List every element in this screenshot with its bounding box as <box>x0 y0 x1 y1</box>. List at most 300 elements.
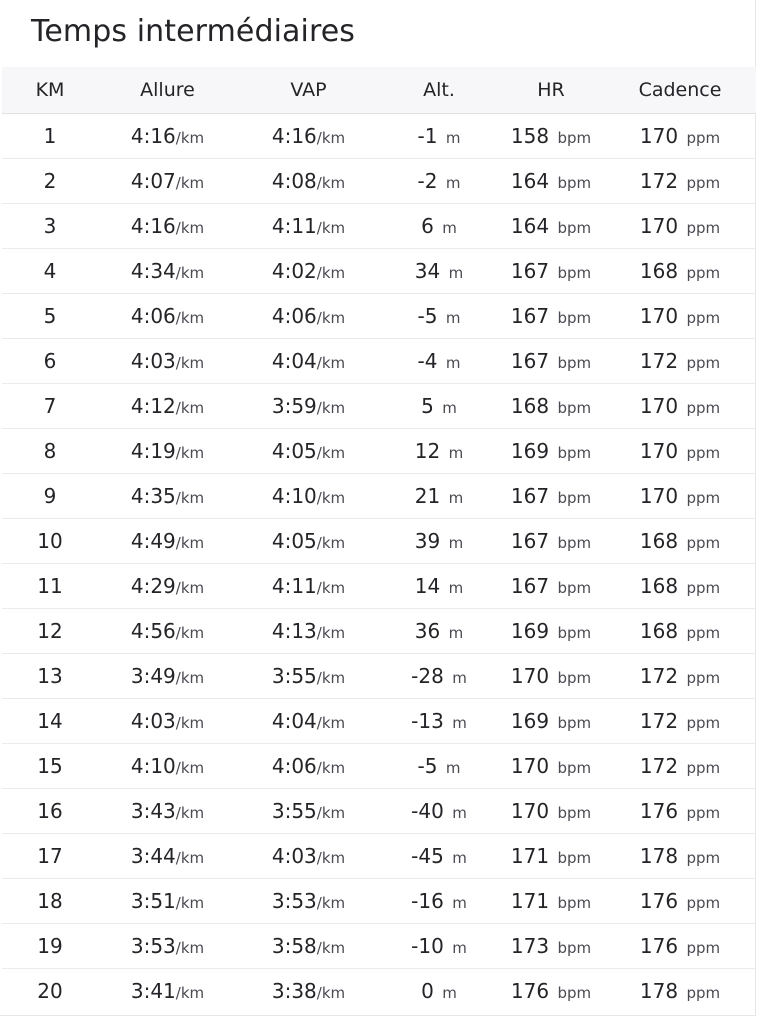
pace-unit: /km <box>175 714 205 732</box>
pace-value: 4:16 <box>130 214 176 238</box>
pace-value: 4:34 <box>130 259 176 283</box>
cadence-unit: ppm <box>686 489 721 507</box>
pace-unit: /km <box>175 354 205 372</box>
heart-rate-value: 167 <box>510 529 550 553</box>
cadence-value: 168 <box>639 619 679 643</box>
km-cell <box>2 879 98 924</box>
heart-rate-cell <box>498 474 604 519</box>
gap-cell <box>237 744 380 789</box>
cadence-unit: ppm <box>686 849 721 867</box>
cadence-unit: ppm <box>686 939 721 957</box>
km-value: 20 <box>37 979 63 1003</box>
gap-value: 3:38 <box>271 979 317 1003</box>
pace-cell <box>98 294 237 339</box>
heart-rate-value: 170 <box>510 754 550 778</box>
heart-rate-unit: bpm <box>557 129 592 147</box>
gap-cell <box>237 879 380 924</box>
heart-rate-cell <box>498 339 604 384</box>
pace-value: 3:43 <box>130 799 176 823</box>
cadence-cell <box>604 834 756 879</box>
pace-value: 4:49 <box>130 529 176 553</box>
heart-rate-unit: bpm <box>557 624 592 642</box>
elevation-cell <box>380 744 498 789</box>
pace-value: 4:16 <box>130 124 176 148</box>
heart-rate-unit: bpm <box>557 219 592 237</box>
km-value: 11 <box>37 574 63 598</box>
gap-cell <box>237 159 380 204</box>
splits-table <box>2 67 756 1013</box>
cadence-value: 172 <box>639 709 679 733</box>
gap-cell <box>237 294 380 339</box>
elevation-cell <box>380 159 498 204</box>
heart-rate-cell <box>498 969 604 1014</box>
cadence-unit: ppm <box>686 399 721 417</box>
elevation-value: -1 <box>417 124 438 148</box>
cadence-unit: ppm <box>686 579 721 597</box>
km-cell <box>2 474 98 519</box>
elevation-value: -4 <box>417 349 438 373</box>
table-row <box>2 204 756 249</box>
heart-rate-unit: bpm <box>557 669 592 687</box>
pace-cell <box>98 159 237 204</box>
km-value: 15 <box>37 754 63 778</box>
column-header-elevation: Alt. <box>380 67 498 114</box>
cadence-cell <box>604 384 756 429</box>
elevation-value: -16 <box>411 889 444 913</box>
gap-value: 3:55 <box>271 799 317 823</box>
table-row <box>2 339 756 384</box>
gap-unit: /km <box>316 174 346 192</box>
heart-rate-unit: bpm <box>557 399 592 417</box>
heart-rate-cell <box>498 159 604 204</box>
gap-value: 4:03 <box>271 844 317 868</box>
elevation-cell <box>380 699 498 744</box>
elevation-cell <box>380 924 498 969</box>
pace-unit: /km <box>175 399 205 417</box>
gap-unit: /km <box>316 714 346 732</box>
heart-rate-cell <box>498 834 604 879</box>
elevation-cell <box>380 204 498 249</box>
pace-unit: /km <box>175 309 205 327</box>
heart-rate-cell <box>498 924 604 969</box>
gap-cell <box>237 249 380 294</box>
km-cell <box>2 204 98 249</box>
cadence-value: 168 <box>639 259 679 283</box>
heart-rate-value: 169 <box>510 619 550 643</box>
elevation-unit: m <box>452 804 467 822</box>
elevation-unit: m <box>448 489 464 507</box>
table-row <box>2 924 756 969</box>
heart-rate-unit: bpm <box>557 174 592 192</box>
pace-cell <box>98 429 237 474</box>
gap-value: 3:55 <box>271 664 317 688</box>
pace-cell <box>98 789 237 834</box>
km-value: 1 <box>43 124 57 148</box>
heart-rate-unit: bpm <box>557 714 592 732</box>
gap-cell <box>237 474 380 519</box>
elevation-unit: m <box>448 624 464 642</box>
gap-unit: /km <box>316 219 346 237</box>
table-row <box>2 699 756 744</box>
km-value: 3 <box>43 214 57 238</box>
pace-value: 4:10 <box>130 754 176 778</box>
gap-unit: /km <box>316 939 346 957</box>
heart-rate-value: 168 <box>510 394 550 418</box>
heart-rate-unit: bpm <box>557 264 592 282</box>
cadence-unit: ppm <box>686 264 721 282</box>
km-value: 9 <box>43 484 57 508</box>
heart-rate-cell <box>498 789 604 834</box>
km-cell <box>2 924 98 969</box>
pace-value: 3:51 <box>130 889 176 913</box>
elevation-cell <box>380 834 498 879</box>
heart-rate-value: 169 <box>510 439 550 463</box>
elevation-value: -28 <box>411 664 444 688</box>
heart-rate-value: 170 <box>510 799 550 823</box>
cadence-cell <box>604 294 756 339</box>
pace-cell <box>98 609 237 654</box>
gap-value: 4:11 <box>271 574 317 598</box>
heart-rate-cell <box>498 609 604 654</box>
pace-unit: /km <box>175 489 205 507</box>
pace-unit: /km <box>175 984 205 1002</box>
heart-rate-unit: bpm <box>557 444 592 462</box>
heart-rate-value: 167 <box>510 349 550 373</box>
pace-unit: /km <box>175 894 205 912</box>
gap-unit: /km <box>316 444 346 462</box>
elevation-unit: m <box>445 759 461 777</box>
elevation-unit: m <box>445 309 461 327</box>
pace-value: 4:07 <box>130 169 176 193</box>
km-value: 16 <box>37 799 63 823</box>
heart-rate-unit: bpm <box>557 984 592 1002</box>
cadence-cell <box>604 744 756 789</box>
heart-rate-value: 167 <box>510 259 550 283</box>
cadence-value: 170 <box>639 304 679 328</box>
heart-rate-cell <box>498 519 604 564</box>
gap-value: 3:59 <box>271 394 317 418</box>
gap-unit: /km <box>316 579 346 597</box>
gap-value: 4:08 <box>271 169 317 193</box>
gap-unit: /km <box>316 264 346 282</box>
elevation-unit: m <box>442 219 457 237</box>
gap-unit: /km <box>316 309 346 327</box>
elevation-unit: m <box>445 174 461 192</box>
gap-unit: /km <box>316 354 346 372</box>
elevation-cell <box>380 249 498 294</box>
cadence-value: 176 <box>639 934 679 958</box>
heart-rate-value: 170 <box>510 664 550 688</box>
elevation-unit: m <box>452 714 467 732</box>
elevation-value: 6 <box>421 214 434 238</box>
gap-value: 4:04 <box>271 349 317 373</box>
gap-value: 3:53 <box>271 889 317 913</box>
pace-value: 4:19 <box>130 439 176 463</box>
cadence-value: 178 <box>639 844 679 868</box>
gap-cell <box>237 789 380 834</box>
pace-unit: /km <box>175 849 205 867</box>
heart-rate-value: 164 <box>510 169 550 193</box>
heart-rate-value: 171 <box>510 889 550 913</box>
pace-value: 3:41 <box>130 979 176 1003</box>
cadence-cell <box>604 699 756 744</box>
cadence-cell <box>604 339 756 384</box>
gap-unit: /km <box>316 624 346 642</box>
pace-unit: /km <box>175 759 205 777</box>
pace-unit: /km <box>175 264 205 282</box>
km-cell <box>2 969 98 1014</box>
elevation-value: 21 <box>414 484 441 508</box>
elevation-value: -40 <box>411 799 444 823</box>
pace-unit: /km <box>175 129 205 147</box>
table-row <box>2 294 756 339</box>
pace-cell <box>98 249 237 294</box>
pace-cell <box>98 699 237 744</box>
km-cell <box>2 339 98 384</box>
pace-cell <box>98 969 237 1014</box>
heart-rate-unit: bpm <box>557 489 592 507</box>
gap-unit: /km <box>316 894 346 912</box>
cadence-value: 170 <box>639 484 679 508</box>
gap-cell <box>237 609 380 654</box>
pace-cell <box>98 924 237 969</box>
km-value: 7 <box>43 394 57 418</box>
gap-unit: /km <box>316 984 346 1002</box>
cadence-value: 172 <box>639 664 679 688</box>
pace-value: 3:49 <box>130 664 176 688</box>
gap-unit: /km <box>316 489 346 507</box>
km-value: 2 <box>43 169 57 193</box>
elevation-unit: m <box>452 849 467 867</box>
elevation-cell <box>380 294 498 339</box>
heart-rate-value: 173 <box>510 934 550 958</box>
gap-unit: /km <box>316 534 346 552</box>
heart-rate-unit: bpm <box>557 534 592 552</box>
km-cell <box>2 609 98 654</box>
km-value: 18 <box>37 889 63 913</box>
cadence-value: 176 <box>639 799 679 823</box>
gap-unit: /km <box>316 669 346 687</box>
pace-unit: /km <box>175 444 205 462</box>
gap-cell <box>237 654 380 699</box>
heart-rate-value: 167 <box>510 304 550 328</box>
splits-table-body <box>2 114 756 1014</box>
heart-rate-unit: bpm <box>557 939 592 957</box>
elevation-value: 39 <box>414 529 441 553</box>
gap-unit: /km <box>316 849 346 867</box>
cadence-value: 176 <box>639 889 679 913</box>
elevation-unit: m <box>448 444 464 462</box>
pace-value: 4:06 <box>130 304 176 328</box>
pace-unit: /km <box>175 174 205 192</box>
pace-value: 4:03 <box>130 709 176 733</box>
km-value: 6 <box>43 349 57 373</box>
splits-table-header <box>2 67 756 114</box>
heart-rate-cell <box>498 204 604 249</box>
km-value: 17 <box>37 844 63 868</box>
km-value: 10 <box>37 529 63 553</box>
cadence-value: 170 <box>639 439 679 463</box>
table-row <box>2 969 756 1014</box>
pace-cell <box>98 654 237 699</box>
km-value: 13 <box>37 664 63 688</box>
cadence-unit: ppm <box>686 624 721 642</box>
cadence-cell <box>604 789 756 834</box>
gap-unit: /km <box>316 129 346 147</box>
km-value: 5 <box>43 304 57 328</box>
pace-value: 4:29 <box>130 574 176 598</box>
header-row <box>2 67 756 114</box>
cadence-unit: ppm <box>686 714 721 732</box>
cadence-cell <box>604 609 756 654</box>
cadence-unit: ppm <box>686 219 721 237</box>
table-row <box>2 744 756 789</box>
elevation-value: -2 <box>417 169 438 193</box>
elevation-cell <box>380 339 498 384</box>
cadence-value: 172 <box>639 349 679 373</box>
gap-cell <box>237 519 380 564</box>
elevation-value: -5 <box>417 304 438 328</box>
table-row <box>2 654 756 699</box>
heart-rate-value: 167 <box>510 484 550 508</box>
gap-value: 4:05 <box>271 439 317 463</box>
cadence-cell <box>604 474 756 519</box>
km-cell <box>2 294 98 339</box>
column-header-cadence: Cadence <box>604 67 756 114</box>
pace-unit: /km <box>175 624 205 642</box>
elevation-value: 36 <box>414 619 441 643</box>
pace-unit: /km <box>175 219 205 237</box>
cadence-value: 168 <box>639 574 679 598</box>
cadence-cell <box>604 519 756 564</box>
heart-rate-cell <box>498 699 604 744</box>
gap-value: 4:04 <box>271 709 317 733</box>
heart-rate-cell <box>498 429 604 474</box>
elevation-cell <box>380 114 498 159</box>
gap-value: 4:10 <box>271 484 317 508</box>
gap-cell <box>237 969 380 1014</box>
elevation-value: 12 <box>414 439 441 463</box>
heart-rate-cell <box>498 879 604 924</box>
gap-cell <box>237 339 380 384</box>
elevation-cell <box>380 609 498 654</box>
km-cell <box>2 744 98 789</box>
pace-cell <box>98 114 237 159</box>
gap-value: 4:11 <box>271 214 317 238</box>
table-row <box>2 789 756 834</box>
pace-value: 3:53 <box>130 934 176 958</box>
cadence-value: 168 <box>639 529 679 553</box>
gap-unit: /km <box>316 399 346 417</box>
cadence-unit: ppm <box>686 894 721 912</box>
elevation-cell <box>380 789 498 834</box>
pace-cell <box>98 339 237 384</box>
elevation-unit: m <box>452 669 467 687</box>
km-cell <box>2 834 98 879</box>
km-value: 12 <box>37 619 63 643</box>
pace-unit: /km <box>175 804 205 822</box>
elevation-unit: m <box>445 129 461 147</box>
elevation-cell <box>380 474 498 519</box>
elevation-unit: m <box>448 264 464 282</box>
gap-value: 4:06 <box>271 754 317 778</box>
gap-value: 4:05 <box>271 529 317 553</box>
heart-rate-unit: bpm <box>557 579 592 597</box>
heart-rate-unit: bpm <box>557 804 592 822</box>
elevation-value: -5 <box>417 754 438 778</box>
pace-unit: /km <box>175 534 205 552</box>
km-value: 19 <box>37 934 63 958</box>
elevation-cell <box>380 429 498 474</box>
cadence-unit: ppm <box>686 129 721 147</box>
column-header-pace: Allure <box>98 67 237 114</box>
cadence-cell <box>604 654 756 699</box>
cadence-cell <box>604 969 756 1014</box>
km-cell <box>2 114 98 159</box>
cadence-cell <box>604 429 756 474</box>
elevation-value: 5 <box>421 394 434 418</box>
heart-rate-value: 171 <box>510 844 550 868</box>
cadence-value: 172 <box>639 754 679 778</box>
elevation-cell <box>380 969 498 1014</box>
gap-unit: /km <box>316 804 346 822</box>
cadence-unit: ppm <box>686 444 721 462</box>
table-row <box>2 834 756 879</box>
heart-rate-value: 176 <box>510 979 550 1003</box>
gap-cell <box>237 114 380 159</box>
gap-cell <box>237 429 380 474</box>
heart-rate-unit: bpm <box>557 894 592 912</box>
heart-rate-cell <box>498 294 604 339</box>
heart-rate-cell <box>498 744 604 789</box>
pace-unit: /km <box>175 579 205 597</box>
pace-cell <box>98 474 237 519</box>
elevation-unit: m <box>442 399 457 417</box>
cadence-unit: ppm <box>686 309 721 327</box>
heart-rate-cell <box>498 564 604 609</box>
km-value: 8 <box>43 439 57 463</box>
pace-cell <box>98 519 237 564</box>
heart-rate-value: 167 <box>510 574 550 598</box>
elevation-unit: m <box>448 579 464 597</box>
km-cell <box>2 159 98 204</box>
table-row <box>2 609 756 654</box>
gap-value: 4:13 <box>271 619 317 643</box>
heart-rate-value: 164 <box>510 214 550 238</box>
column-header-heart-rate: HR <box>498 67 604 114</box>
cadence-unit: ppm <box>686 174 721 192</box>
km-cell <box>2 519 98 564</box>
pace-value: 4:35 <box>130 484 176 508</box>
table-row <box>2 384 756 429</box>
pace-unit: /km <box>175 669 205 687</box>
pace-cell <box>98 834 237 879</box>
cadence-cell <box>604 249 756 294</box>
heart-rate-value: 169 <box>510 709 550 733</box>
km-cell <box>2 249 98 294</box>
km-cell <box>2 699 98 744</box>
heart-rate-unit: bpm <box>557 759 592 777</box>
elevation-cell <box>380 519 498 564</box>
page-title: Temps intermédiaires <box>31 14 356 49</box>
elevation-value: 14 <box>414 574 441 598</box>
elevation-unit: m <box>448 534 464 552</box>
elevation-cell <box>380 879 498 924</box>
gap-cell <box>237 924 380 969</box>
elevation-cell <box>380 564 498 609</box>
elevation-unit: m <box>445 354 461 372</box>
km-cell <box>2 654 98 699</box>
